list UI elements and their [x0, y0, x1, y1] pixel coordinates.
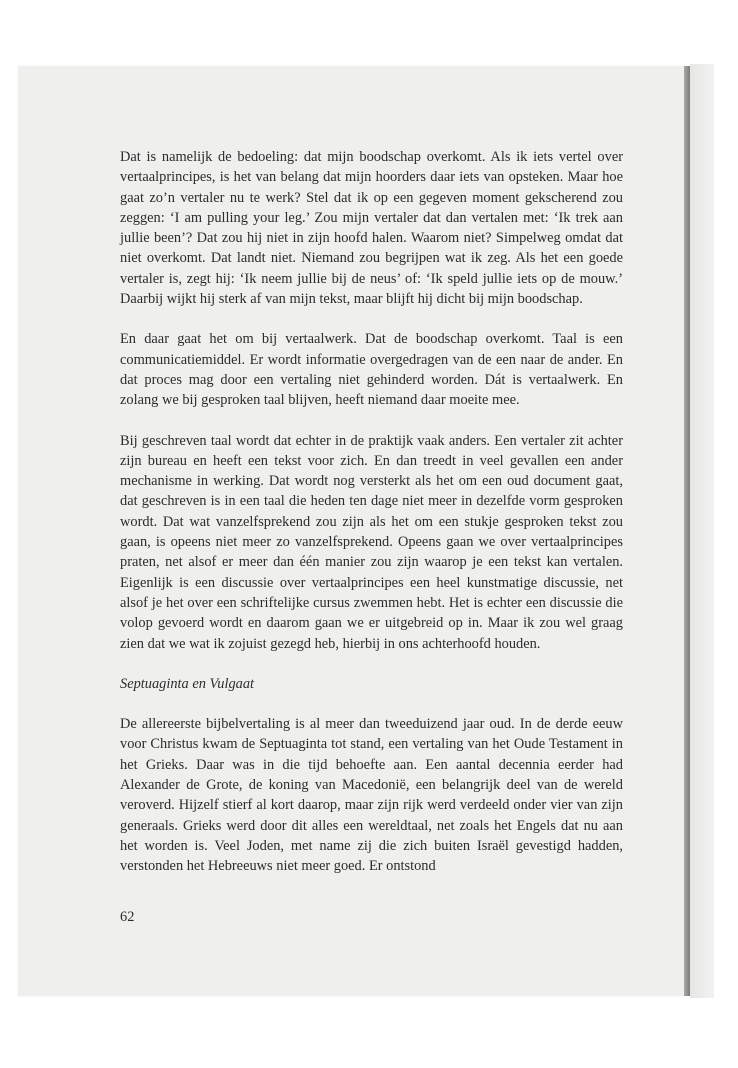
body-text [120, 147, 623, 897]
page-edge-shadow [684, 66, 690, 996]
page-number: 62 [120, 909, 135, 925]
section-paragraph: De allereerste bijbelvertaling is al meer dan tweeduizend jaar oud. In de derde eeuw voor Christus kwam de Septuaginta tot stand, een vertaling van het Oude Testament in het Grieks. Daar was in die tijd behoefte aan. Een aantal decennia eerder had Alexander de Grote, de koning van Macedonië, een belangrijk deel van de wereld veroverd. Hijzelf stierf al kort daarop, maar zijn rijk werd verdeeld onder vier van zijn generaals. Grieks werd door dit alles een wereldtaal, net zoals het Engels dat nu aan het worden is. Veel Joden, met name zij die zich buiten Israël gevestigd hadden, verstonden het Hebreeuws niet meer goed. Er ontstond [120, 716, 623, 875]
section-heading: Septuaginta en Vulgaat [120, 675, 255, 692]
book-side-strip [690, 64, 714, 998]
paragraph-2: En daar gaat het om bij vertaalwerk. Dat de boodschap overkomt. Taal is een communicatiemiddel. Er wordt informatie overgedragen van de een naar de ander. En dat proces mag door een vertaling niet gehinderd worden. Dát is vertaalwerk. En zolang we bij gesproken taal blijven, heeft niemand daar moeite mee. [120, 331, 623, 409]
paragraph-3: Bij geschreven taal wordt dat echter in de praktijk vaak anders. Een vertaler zit achter zijn bureau en heeft een tekst voor zich. En dan treedt in veel gevallen een ander mechanisme in werking. Dat wordt nog versterkt als het om een oud document gaat, dat geschreven is in een taal die heden ten dage niet meer in dezelfde vorm gesproken wordt. Dat wat vanzelfsprekend zou zijn als het om een stukje gesproken tekst zou gaan, is opeens niet meer zo vanzelfsprekend. Opeens gaan we over vertaalprincipes praten, net alsof er meer dan één manier zou zijn waarop je een tekst kan vertalen. Eigenlijk is een discussie over vertaalprincipes een heel kunstmatige discussie, net alsof je het over een schriftelijke cursus zwemmen hebt. Het is echter een discussie die volop gevoerd wordt en daarom gaan we er uitgebreid op in. Maar ik zou wel graag zien dat we wat ik zojuist gezegd heb, hierbij in ons achterhoofd houden. [120, 432, 623, 652]
paragraph-1: Dat is namelijk de bedoeling: dat mijn boodschap overkomt. Als ik iets vertel over vertaalprincipes, is het van belang dat mijn hoorders daar iets van opsteken. Maar hoe gaat zo’n vertaler nu te werk? Stel dat ik op een gegeven moment gekscherend zou zeggen: ‘I am pulling your leg.’ Zou mijn vertaler dat dan vertalen met: ‘Ik trek aan jullie been’? Dat zou hij niet in zijn hoofd halen. Waarom niet? Simpelweg omdat dat niet overkomt. Dat landt niet. Niemand zou begrijpen wat ik zeg. Als het een goede vertaler is, zegt hij: ‘Ik neem jullie bij de neus’ of: ‘Ik speld jullie iets op de mouw.’ Daarbij wijkt hij sterk af van mijn tekst, maar blijft hij dicht bij mijn boodschap. [120, 149, 623, 308]
